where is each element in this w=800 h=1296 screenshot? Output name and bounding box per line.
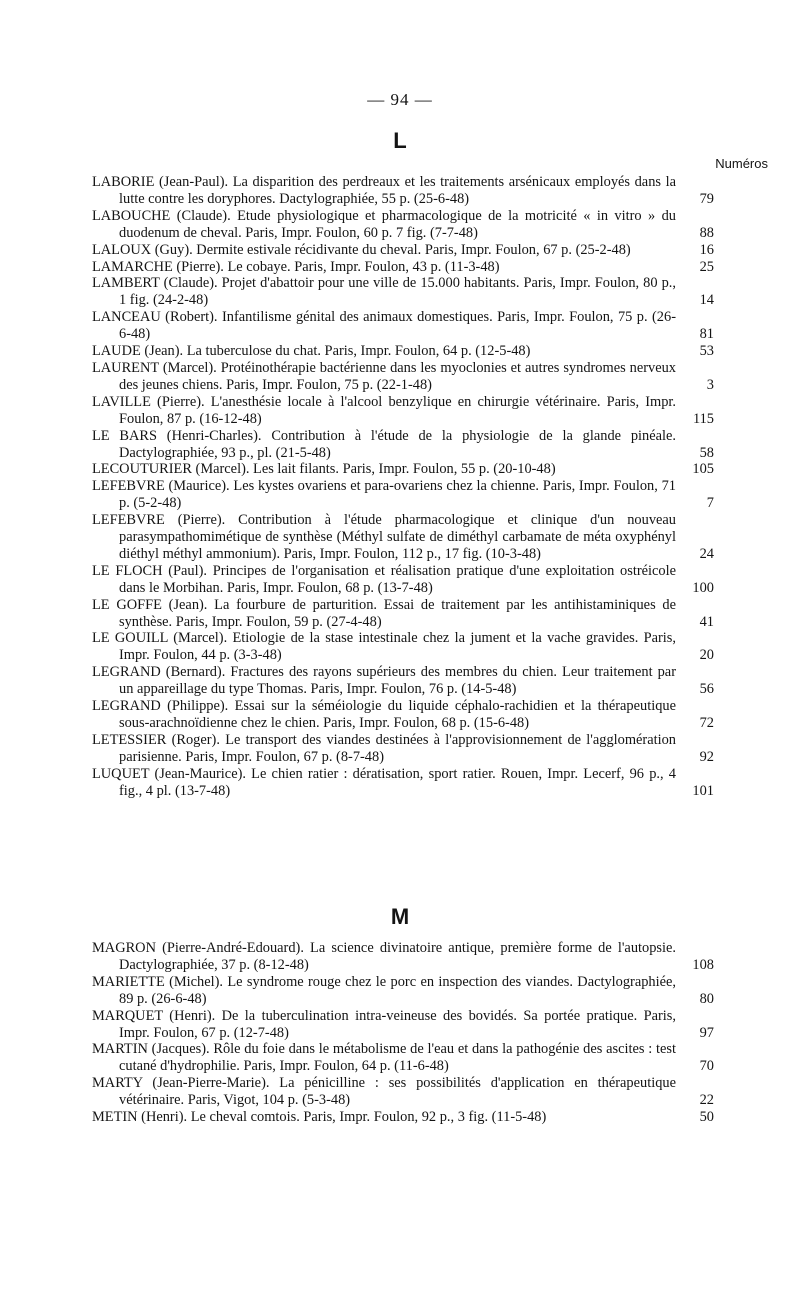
entry-number: 3 — [706, 376, 714, 393]
bibliography-entry: LETESSIER (Roger). Le transport des viandes destinées à l'approvisionnement de l'agglomération parisienne. Paris, Impr. Foulon, 67 p. (8-7-48) 92 — [92, 731, 714, 765]
bibliography-entry: LALOUX (Guy). Dermite estivale récidivante du cheval. Paris, Impr. Foulon, 67 p. (25-2-48) 16 — [92, 241, 714, 258]
entry-number: 92 — [699, 748, 714, 765]
bibliography-entry: MAGRON (Pierre-André-Edouard). La science divinatoire antique, première forme de l'autopsie. Dactylographiée, 37 p. (8-12-48) 108 — [92, 940, 714, 973]
section-letter-m: M — [390, 904, 410, 929]
entry-number: 7 — [706, 495, 714, 512]
entry-number: 58 — [699, 444, 714, 461]
entry-number: 101 — [692, 782, 714, 799]
entry-number: 56 — [699, 681, 714, 698]
bibliography-entry: LEFEBVRE (Maurice). Les kystes ovariens et para-ovariens chez la chienne. Paris, Impr. Foulon, 71 p. (5-2-48) 7 — [92, 478, 714, 512]
bibliography-entry: LAURENT (Marcel). Protéinothérapie bactérienne dans les myoclonies et autres syndromes nerveux des jeunes chiens. Paris, Impr. Foulon, 75 p. (22-1-48) 3 — [92, 359, 714, 393]
entry-number: 70 — [699, 1058, 714, 1075]
entry-number: 80 — [699, 990, 714, 1007]
bibliography-entry: LAMARCHE (Pierre). Le cobaye. Paris, Impr. Foulon, 43 p. (11-3-48) 25 — [92, 258, 714, 275]
bibliography-entry: LE FLOCH (Paul). Principes de l'organisation et réalisation pratique d'une exploitation ostréicole dans le Morbihan. Paris, Impr. Foulon, 68 p. (13-7-48) 100 — [92, 562, 714, 596]
entry-list-l — [92, 174, 714, 800]
bibliography-entry: LAVILLE (Pierre). L'anesthésie locale à l'alcool benzylique en chirurgie vétérinaire. Paris, Impr. Foulon, 87 p. (16-12-48) 115 — [92, 393, 714, 427]
bibliography-entry: LANCEAU (Robert). Infantilisme génital des animaux domestiques. Paris, Impr. Foulon, 75 p. (26-6-48) 81 — [92, 309, 714, 343]
bibliography-entry: LAMBERT (Claude). Projet d'abattoir pour une ville de 15.000 habitants. Paris, Impr. Foulon, 80 p., 1 fig. (24-2-48) 14 — [92, 275, 714, 309]
entry-number: 41 — [699, 613, 714, 630]
entry-number: 25 — [699, 258, 714, 275]
bibliography-entry: METIN (Henri). Le cheval comtois. Paris, Impr. Foulon, 92 p., 3 fig. (11-5-48) 50 — [92, 1109, 714, 1126]
entry-number: 24 — [699, 545, 714, 562]
entry-number: 20 — [699, 647, 714, 664]
entry-number: 115 — [692, 410, 714, 427]
bibliography-entry: LEGRAND (Bernard). Fractures des rayons supérieurs des membres du chien. Leur traitement par un appareillage du type Thomas. Paris, Impr. Foulon, 76 p. (14-5-48) 56 — [92, 664, 714, 698]
entry-number: 100 — [692, 579, 714, 596]
bibliography-entry: LABOUCHE (Claude). Etude physiologique et pharmacologique de la motricité « in vitro » du duodenum de cheval. Paris, Impr. Foulon, 60 p. 7 fig. (7-7-48) 88 — [92, 207, 714, 241]
entry-number: 108 — [692, 956, 714, 973]
bibliography-entry: LAUDE (Jean). La tuberculose du chat. Paris, Impr. Foulon, 64 p. (12-5-48) 53 — [92, 343, 714, 360]
entry-number: 105 — [692, 461, 714, 478]
numeros-column-header: Numéros — [715, 156, 768, 171]
entry-number: 50 — [699, 1109, 714, 1126]
bibliography-entry: LABORIE (Jean-Paul). La disparition des perdreaux et les traitements arsénicaux employés dans la lutte contre les doryphores. Dactylographiée, 55 p. (25-6-48) 79 — [92, 174, 714, 207]
bibliography-entry: LEFEBVRE (Pierre). Contribution à l'étude pharmacologique et clinique d'un nouveau parasympathomimétique de synthèse (Méthyl sulfate de diméthyl carbamate de méta oxyphényl diéthyl méthyl ammonium). Paris, Impr. Foulon, 112 p., 17 fig. (10-3-48) 24 — [92, 512, 714, 562]
entry-number: 72 — [699, 715, 714, 731]
bibliography-entry: MARTIN (Jacques). Rôle du foie dans le métabolisme de l'eau et dans la pathogénie des ascites : test cutané d'hydrophilie. Paris, Impr. Foulon, 64 p. (11-6-48) 70 — [92, 1041, 714, 1075]
entry-number: 97 — [699, 1024, 714, 1041]
entry-number: 14 — [699, 292, 714, 309]
bibliography-entry: LE GOFFE (Jean). La fourbure de parturition. Essai de traitement par les antihistaminiques de synthèse. Paris, Impr. Foulon, 59 p. (27-4-48) 41 — [92, 596, 714, 630]
bibliography-entry: MARIETTE (Michel). Le syndrome rouge chez le porc en inspection des viandes. Dactylographiée, 89 p. (26-6-48) 80 — [92, 973, 714, 1007]
section-letter-l: L — [393, 128, 407, 153]
entry-number: 79 — [699, 190, 714, 207]
entry-number: 16 — [699, 241, 714, 258]
bibliography-entry: LECOUTURIER (Marcel). Les lait filants. Paris, Impr. Foulon, 55 p. (20-10-48) 105 — [92, 461, 714, 478]
bibliography-entry: LE GOUILL (Marcel). Etiologie de la stase intestinale chez la jument et la vache gravides. Paris, Impr. Foulon, 44 p. (3-3-48) 20 — [92, 630, 714, 664]
bibliography-entry: LE BARS (Henri-Charles). Contribution à l'étude de la physiologie de la glande pinéale. Dactylographiée, 93 p., pl. (21-5-48) 58 — [92, 427, 714, 461]
entry-number: 81 — [699, 326, 714, 343]
entry-number: 22 — [699, 1092, 714, 1109]
bibliography-entry: LUQUET (Jean-Maurice). Le chien ratier : dératisation, sport ratier. Rouen, Impr. Lecerf, 96 p., 4 fig., 4 pl. (13-7-48) 101 — [92, 765, 714, 799]
page-number: — 94 — — [367, 90, 433, 109]
entry-number: 88 — [699, 224, 714, 241]
bibliography-entry: MARTY (Jean-Pierre-Marie). La pénicilline : ses possibilités d'application en thérapeutique vétérinaire. Paris, Vigot, 104 p. (5-3-48) 22 — [92, 1075, 714, 1109]
entry-list-m — [92, 940, 714, 1126]
entry-number: 53 — [699, 343, 714, 360]
bibliography-entry: MARQUET (Henri). De la tuberculination intra-veineuse des bovidés. Sa portée pratique. Paris, Impr. Foulon, 67 p. (12-7-48) 97 — [92, 1007, 714, 1041]
bibliography-entry: LEGRAND (Philippe). Essai sur la séméiologie du liquide céphalo-rachidien et la thérapeutique sous-arachnoïdienne chez le chien. Paris, Impr. Foulon, 68 p. (15-6-48) 72 — [92, 698, 714, 731]
